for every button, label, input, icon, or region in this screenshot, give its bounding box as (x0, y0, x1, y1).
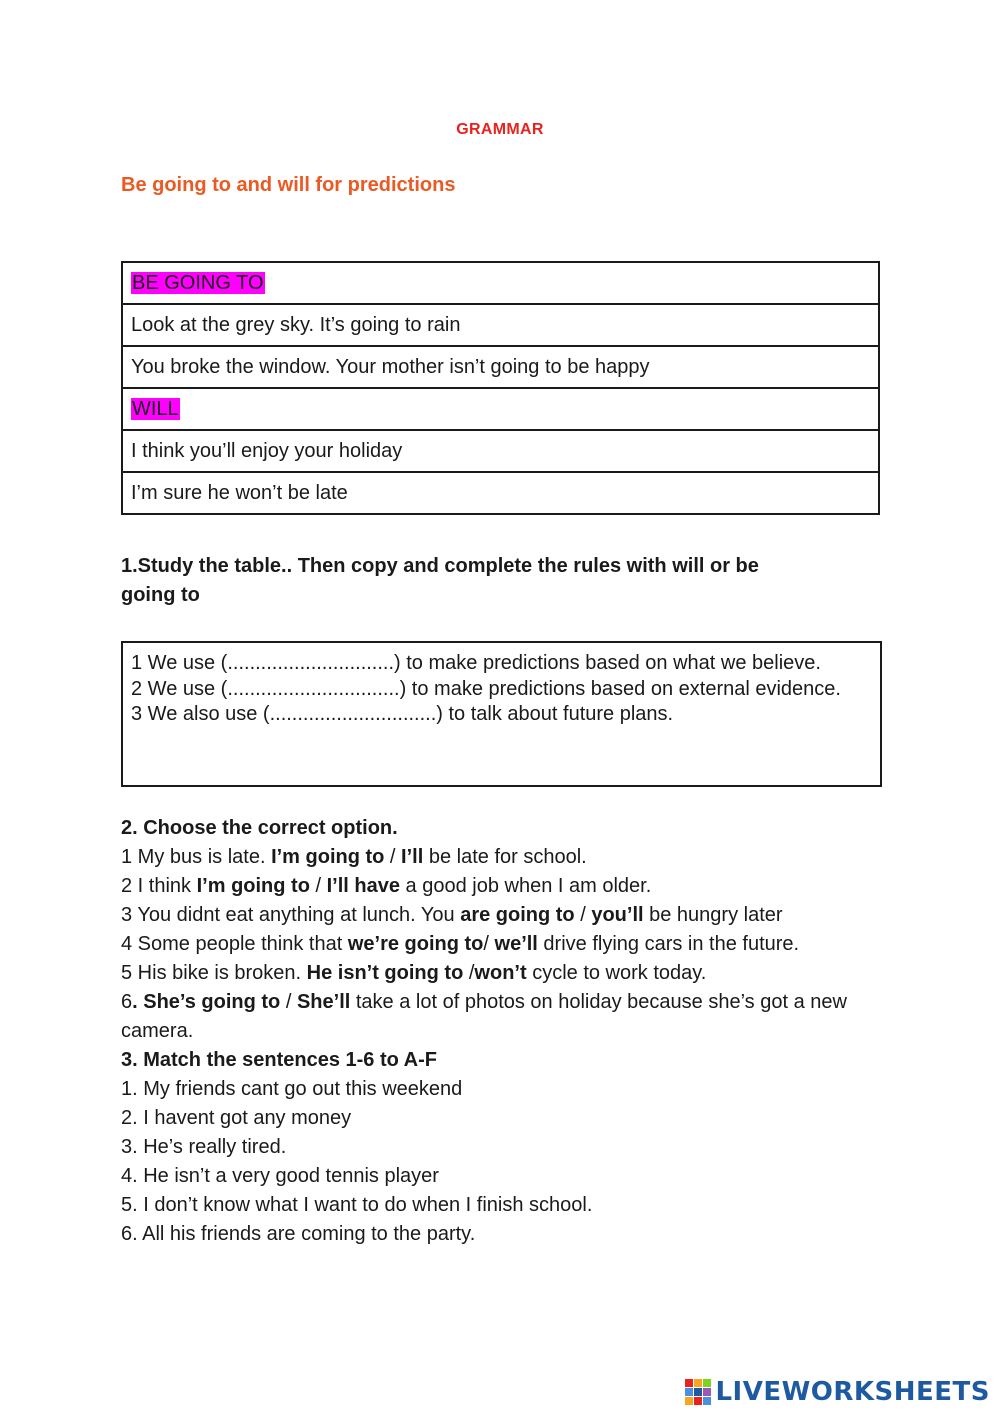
list-item: 2. I havent got any money (121, 1107, 352, 1129)
exercises-section (121, 814, 891, 1249)
rules-box (121, 641, 882, 787)
logo-text: LIVEWORKSHEETS (715, 1377, 990, 1407)
table-row (122, 388, 879, 430)
table-row (122, 304, 879, 346)
list-item: 5. I don’t know what I want to do when I finish school. (121, 1194, 593, 1216)
table-cell: Look at the grey sky. It’s going to rain (122, 304, 879, 346)
list-item: 3 You didnt eat anything at lunch. You are going to / you’ll be hungry later (121, 904, 783, 926)
option-a[interactable]: I’m going to (196, 875, 310, 897)
option-b[interactable]: we’ll (494, 933, 538, 955)
list-item: 4. He isn’t a very good tennis player (121, 1165, 439, 1187)
list-item: 4 Some people think that we’re going to/ we’ll drive flying cars in the future. (121, 933, 800, 955)
table-cell: I think you’ll enjoy your holiday (122, 430, 879, 472)
page-subtitle: Be going to and will for predictions (121, 174, 456, 196)
option-b[interactable]: She’ll (296, 991, 351, 1013)
table-cell-heading: BE GOING TO (132, 271, 264, 294)
liveworksheets-logo[interactable] (685, 1377, 990, 1407)
option-b[interactable]: won’t (474, 962, 527, 984)
option-a[interactable]: I’m going to (271, 846, 385, 868)
table-row (122, 472, 879, 514)
table-row (122, 346, 879, 388)
option-b[interactable]: I’ll (401, 846, 424, 868)
list-item: 1. My friends cant go out this weekend (121, 1078, 463, 1100)
table-cell: You broke the window. Your mother isn’t going to be happy (122, 346, 879, 388)
page-title: GRAMMAR (456, 121, 544, 138)
option-b[interactable]: you’ll (591, 904, 644, 926)
option-a[interactable]: . She’s going to (132, 991, 281, 1013)
list-item: 6. She’s going to / She’ll take a lot of photos on holiday because she’s got a new camera. (121, 991, 847, 1042)
list-item: 3. He’s really tired. (121, 1136, 287, 1158)
list-item: 1 My bus is late. I’m going to / I’ll be late for school. (121, 846, 587, 868)
rule-item: 3 We also use (..............................) to talk about future plans. (131, 703, 674, 725)
table-row (122, 262, 879, 304)
table-row (122, 430, 879, 472)
option-a[interactable]: He isn’t going to (306, 962, 464, 984)
liveworksheets-logo-icon (685, 1379, 711, 1405)
list-item: 5 His bike is broken. He isn’t going to /won’t cycle to work today. (121, 962, 707, 984)
exercise1-heading: 1.Study the table.. Then copy and complete the rules with will or be going to (121, 555, 759, 606)
rule-item: 1 We use (..............................) to make predictions based on what we believe. (131, 652, 821, 674)
rule-item: 2 We use (...............................) to make predictions based on external evidence. (131, 677, 841, 700)
option-a[interactable]: we’re going to (347, 933, 484, 955)
examples-table (121, 261, 880, 515)
option-b[interactable]: I’ll have (326, 875, 400, 897)
option-a[interactable]: are going to (460, 904, 575, 926)
list-item: 6. All his friends are coming to the party. (121, 1223, 476, 1245)
exercise2-heading: 2. Choose the correct option. (121, 817, 398, 839)
list-item: 2 I think I’m going to / I’ll have a good job when I am older. (121, 875, 652, 897)
exercise3-heading: 3. Match the sentences 1-6 to A-F (121, 1049, 437, 1071)
table-cell: I’m sure he won’t be late (122, 472, 879, 514)
table-cell-heading: WILL (132, 397, 179, 420)
